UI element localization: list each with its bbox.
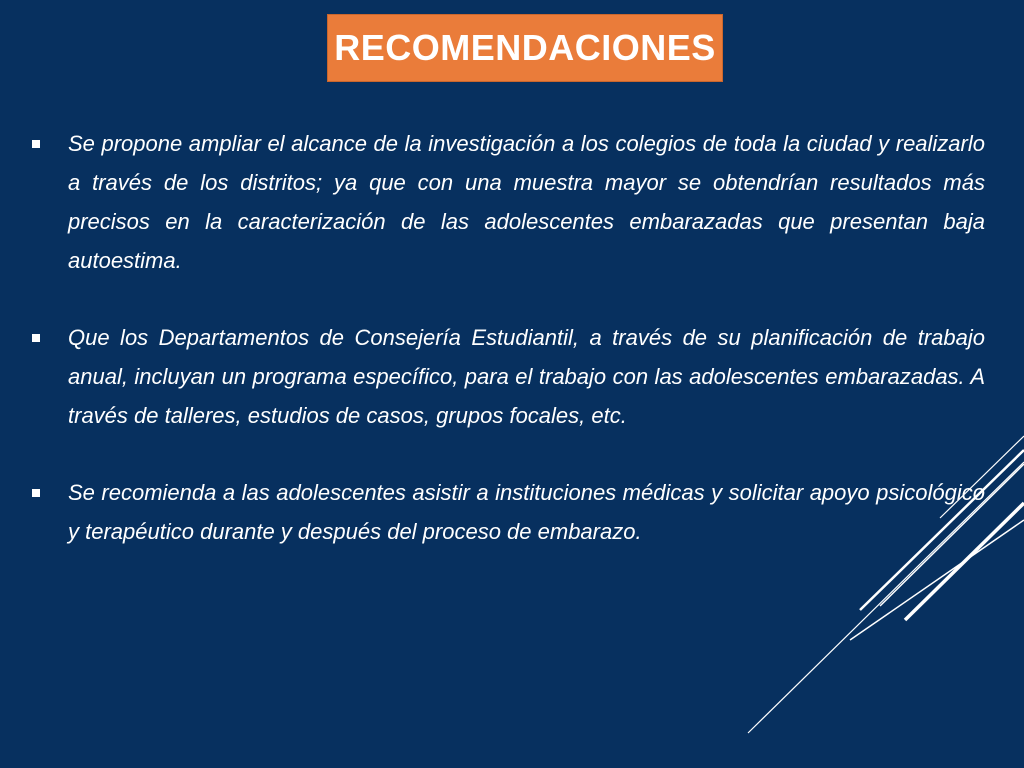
bullet-text: Se recomienda a las adolescentes asistir a instituciones médicas y solicitar apoyo psicológico y terapéutico durante y después del proceso de embarazo.	[68, 480, 985, 544]
list-item	[30, 124, 985, 280]
square-bullet-icon	[32, 140, 40, 148]
list-item	[30, 473, 985, 551]
bullet-text: Que los Departamentos de Consejería Estudiantil, a través de su planificación de trabajo anual, incluyan un programa específico, para el trabajo con las adolescentes embarazadas. A través de talleres, estudios de casos, grupos focales, etc.	[68, 325, 985, 428]
bullet-text: Se propone ampliar el alcance de la investigación a los colegios de toda la ciudad y realizarlo a través de los distritos; ya que con una muestra mayor se obtendrían resultados más precisos en la caracterización de las adolescentes embarazadas que presentan baja autoestima.	[68, 131, 985, 273]
square-bullet-icon	[32, 489, 40, 497]
slide-title: RECOMENDACIONES	[334, 27, 716, 68]
list-item	[30, 318, 985, 435]
square-bullet-icon	[32, 334, 40, 342]
bullet-list	[30, 124, 985, 589]
title-box	[327, 14, 723, 82]
